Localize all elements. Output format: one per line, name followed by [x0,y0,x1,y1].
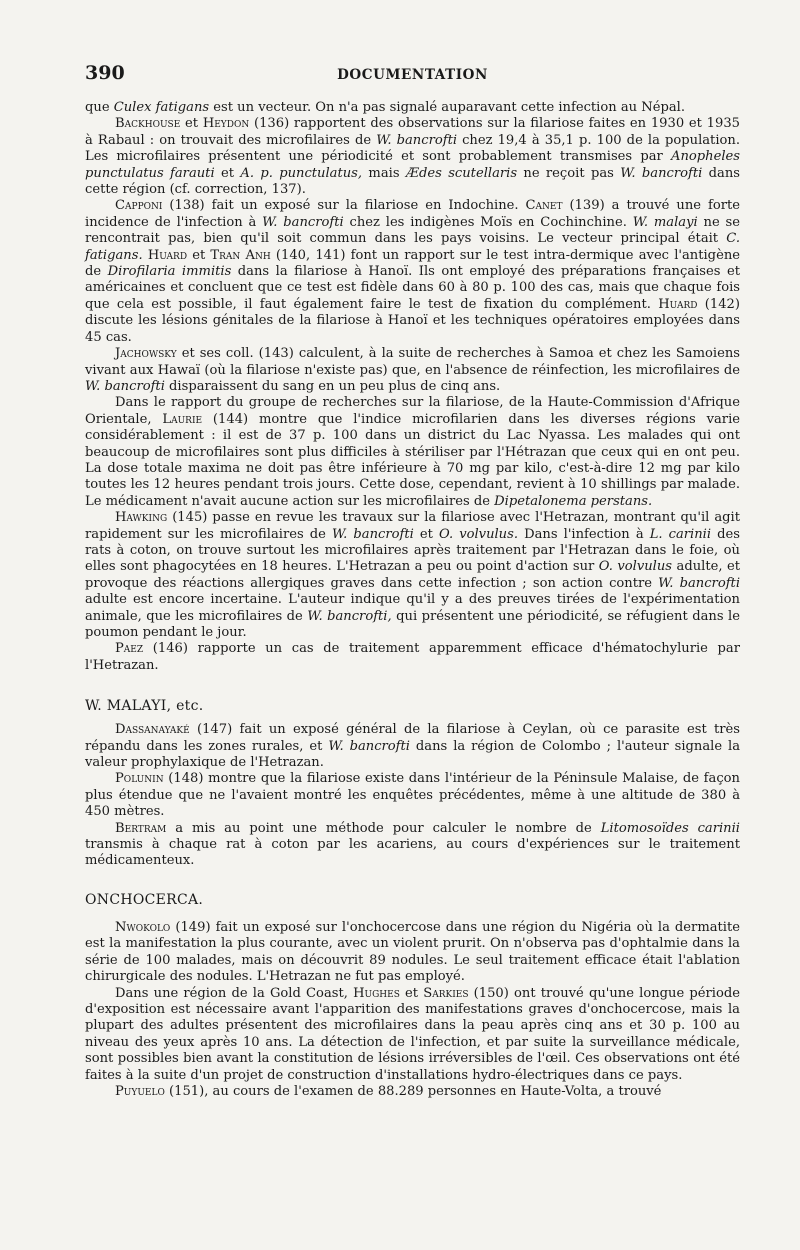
author-name: Hawking [115,510,168,526]
section-heading-malayi: W. MALAYI, etc. [85,698,204,715]
paragraph [85,920,740,986]
text-run: transmis à chaque rat à coton par les acariens, au cours d'expériences sur le traitement médicamenteux. [85,837,740,869]
paragraph [85,198,740,346]
text-run: dans cette région (cf. correction, 137). [85,165,740,198]
text-run: (147) fait un exposé général de la filariose à Ceylan, où ce parasite est très répandu dans les zones rurales, et [85,722,740,754]
species-name: W. bancrofti [331,526,414,542]
text-run: qui présentent une périodicité, se réfugient dans le poumon pendant le jour. [85,608,740,640]
text-run: (136) rapportent des observations sur la filariose faites en 1930 et 1935 à Rabaul : on trouvait des microfilaires de [85,116,741,148]
author-name: Dassanayaké [115,722,190,738]
malayi-section [85,722,740,870]
species-name: Anopheles punctulatus farauti [85,149,740,181]
author-name: Canet [525,198,563,214]
text-run: (144) montre que l'indice microfilarien dans les diverses régions varie considérablement : il est de 37 p. 100 dans un district du Lac Nyassa. Les malades qui ont beaucoup de microfilaires sont plus difficiles à stériliser par l'Hétrazan que ceux qui en ont peu. La dose totale maxima ne doit pas être inférieure à 70 mg par kilo, c'est-à-dire 12 mg par kilo toutes les 12 heures pendant trois jours. Cette dose, cependant, revient à 10 shillings par malade. Le médicament n'avait aucune action sur les microfilaires de [85,411,741,509]
species-name: L. carinii [649,526,712,542]
page-body [85,100,740,1100]
section-heading-onchocerca: ONCHOCERCA. [85,891,204,908]
species-name: C. fatigans. [85,231,740,263]
author-name: Nwokolo [115,919,171,935]
text-run: adulte, et provoque des réactions allergiques graves dans cette infection ; son action contre [85,559,741,591]
filariose-bancrofti-section [85,100,740,674]
text-run: Dans une région de la Gold Coast, [115,985,354,1001]
text-run: (146) rapporte un cas de traitement apparemment efficace d'hématochylurie par l'Hetrazan. [85,641,740,673]
text-run: a mis au point une méthode pour calculer le nombre de [166,820,601,836]
text-run: (145) passe en revue les travaux sur la filariose avec l'Hetrazan, montrant qu'il agit rapidement sur les microfilaires de [85,510,740,542]
paragraph [85,395,740,510]
text-run: Dans l'infection à [518,526,650,542]
text-run: et [399,985,424,1001]
text-run: chez les indigènes Moïs en Cochinchine. [343,214,633,230]
species-name: Culex fatigans [113,100,210,115]
author-name: Huard [658,296,698,312]
species-name: W. bancrofti, [307,608,392,624]
text-run: (138) fait un exposé sur la filariose en Indochine. [162,198,526,214]
species-name: Dipetalonema perstans. [494,493,653,509]
text-run: (148) montre que la filariose existe dans l'intérieur de la Péninsule Malaise, de façon plus étendue que ne l'avaient montré les enquêtes précédentes, même à une altitude de 380 à 450 mètres. [85,771,740,820]
text-run: chez 19,4 à 35,1 p. 100 de la population. Les microfilaires présentent une périodicité et sont probablement transmises par [85,132,740,165]
text-run: dans la filariose à Hanoï. Ils ont employé des préparations françaises et américaines et concluent que ce test est fidèle dans 60 à 80 p. 100 des cas, mais que chaque fois que cela est possible, il faut également faire le test de fixation du complément. [85,264,740,312]
author-name: Backhouse [115,116,181,132]
paragraph [85,821,740,870]
paragraph [85,986,740,1084]
author-name: Sarkies [423,985,469,1001]
species-name: W. bancrofti [85,378,165,394]
page-header [85,62,740,92]
text-run: ne se rencontrait pas, bien qu'il soit commun dans les pays voisins. Le vecteur principal était [85,214,740,247]
text-run: et ses coll. (143) calculent, à la suite de recherches à Samoa et chez les Samoiens vivant aux Hawaï (où la filariose n'existe pas) que, en l'absence de réinfection, les microfilaires de [85,346,740,378]
author-name: Huard [147,247,188,263]
paragraph [85,722,740,771]
text-run: (150) ont trouvé qu'une longue période d'exposition est nécessaire avant l'apparition des manifestations graves d'onchocercose, mais la plupart des adultes présentent des microfilaires dans la peau après cinq ans et 30 p. 100 au niveau des yeux après 10 ans. La détection de l'infection, et par suite la surveillance médicale, sont possibles bien avant la constitution de lésions irréversibles de l'œil. Ces observations ont été faites à la suite d'un projet de construction d'installations hydro-électriques dans ce pays. [85,985,740,1083]
species-name: W. bancrofti [376,132,458,148]
species-name: Litomosoïdes carinii [600,820,740,836]
author-name: Heydon [202,116,250,132]
paragraph [85,346,740,395]
author-name: Puyuelo [115,1083,165,1099]
text-run: et [214,165,241,181]
species-name: Ædes scutellaris [405,165,518,181]
text-run: Dans le rapport du groupe de recherches sur la filariose, de la Haute-Commission d'Afrique Orientale, [85,395,740,427]
text-run: (139) a trouvé une forte incidence de l'infection à [85,198,740,230]
author-name: Tran Anh [210,247,271,263]
author-name: Paez [115,641,144,657]
text-run: et [180,116,203,132]
species-name: W. bancrofti [328,738,410,754]
species-name: W. malayi [632,214,698,230]
onchocerca-section [85,920,740,1100]
text-run: ne reçoit pas [517,165,621,181]
paragraph [85,116,740,198]
author-name: Jachowsky [115,346,177,362]
text-run: adulte est encore incertaine. L'auteur indique qu'il y a des preuves tirées de l'expérimentation animale, que les microfilaires de [85,592,740,624]
text-run: et [187,247,211,263]
species-name: O. volvulus [598,559,673,575]
text-run: (151), au cours de l'examen de 88.289 personnes en Haute-Volta, a trouvé [164,1083,662,1099]
author-name: Laurie [162,411,203,427]
author-name: Hughes [353,985,400,1001]
paragraph [85,641,740,674]
author-name: Capponi [115,198,163,214]
text-run: et [413,526,439,542]
paragraph [85,1084,740,1100]
paragraph [85,771,740,820]
text-run: (140, 141) font un rapport sur le test intra-dermique avec l'antigène de [85,247,740,280]
author-name: Bertram [115,820,167,836]
species-name: W. bancrofti [658,575,741,591]
species-name: Dirofilaria immitis [107,264,232,280]
page-number: 390 [85,62,125,84]
text-run: (142) discute les lésions génitales de la filariose à Hanoï et les techniques opératoires employées dans 45 cas. [85,296,740,345]
species-name: W. bancrofti [262,214,344,230]
species-name: A. p. punctulatus, [240,165,363,181]
text-run: disparaissent du sang en un peu plus de cinq ans. [164,378,501,394]
paragraph [85,510,740,641]
species-name: O. volvulus. [438,526,518,542]
author-name: Polunin [115,771,164,787]
document-page [85,62,740,1100]
text-run: que [85,100,114,115]
running-title: DOCUMENTATION [337,67,488,83]
text-run: mais [362,165,406,181]
paragraph [85,100,740,116]
text-run: dans la région de Colombo ; l'auteur signale la valeur prophylaxique de l'Hetrazan. [85,738,740,771]
text-run: (149) fait un exposé sur l'onchocercose dans une région du Nigéria où la dermatite est la manifestation la plus courante, avec un violent prurit. On n'observa pas d'ophtalmie dans la série de 100 malades, mais on découvrit 89 nodules. Le seul traitement efficace était l'ablation chirurgicale des nodules. L'Hetrazan ne fut pas employé. [85,919,740,985]
text-run: est un vecteur. On n'a pas signalé auparavant cette infection au Népal. [209,100,685,115]
species-name: W. bancrofti [620,165,703,181]
text-run: des rats à coton, on trouve surtout les microfilaires après traitement par l'Hetrazan dans le foie, où elles sont phagocytées en 18 heures. L'Hetrazan a peu ou point d'action sur [85,526,740,575]
